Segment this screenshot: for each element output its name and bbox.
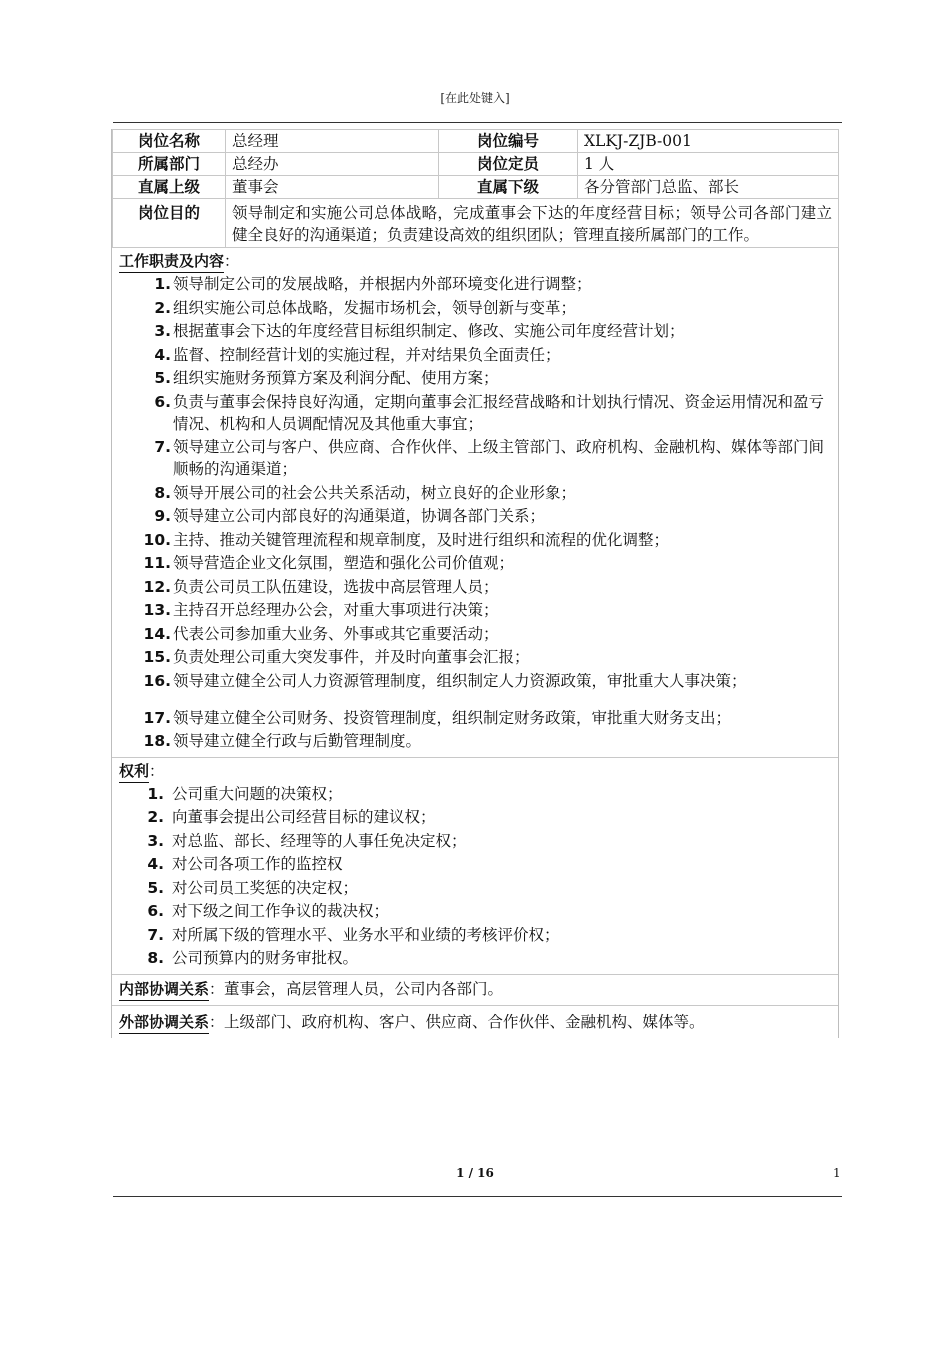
item-number: 3. — [147, 831, 164, 850]
list-item — [119, 599, 834, 621]
item-number: 18. — [143, 732, 171, 750]
duties-section — [112, 248, 838, 758]
internal-colon: ： — [209, 979, 225, 998]
item-text: 负责与董事会保持良好沟通，定期向董事会汇报经营战略和计划执行情况、资金运用情况和盈亏情况、机构和人员调配情况及其他重大事宜； — [173, 392, 825, 433]
item-number: 4. — [147, 855, 164, 873]
list-item — [119, 623, 834, 645]
item-text: 组织实施公司总体战略，发掘市场机会，领导创新与变革； — [173, 298, 577, 317]
subordinate-label: 直属下级 — [439, 176, 578, 199]
list-item — [119, 529, 834, 551]
item-text: 领导制定公司的发展战略，并根据内外部环境变化进行调整； — [173, 275, 592, 293]
subordinate-value: 各分管部门总监、部长 — [578, 176, 839, 199]
headcount-value: 1 人 — [578, 153, 839, 176]
list-item — [119, 482, 834, 504]
item-text: 公司预算内的财务审批权。 — [172, 949, 359, 967]
item-number: 5. — [154, 369, 171, 387]
item-number: 8. — [154, 483, 171, 502]
item-number: 3. — [154, 322, 171, 340]
item-number: 10. — [143, 530, 171, 549]
item-text: 负责公司员工队伍建设，选拔中高层管理人员； — [173, 577, 499, 596]
list-item — [119, 436, 834, 480]
footer-rule — [113, 1196, 842, 1197]
rights-title: 权利 — [119, 760, 149, 783]
item-number: 1. — [147, 784, 164, 803]
rights-colon: ： — [149, 761, 165, 780]
rights-section — [112, 758, 838, 975]
item-text: 对公司员工奖惩的决定权； — [172, 878, 359, 897]
header-rule — [113, 122, 842, 123]
list-item — [119, 877, 834, 899]
item-number: 8. — [147, 949, 164, 967]
header-placeholder: [在此处键入] — [440, 91, 510, 105]
item-text: 领导开展公司的社会公共关系活动，树立良好的企业形象； — [173, 483, 577, 502]
item-text: 负责处理公司重大突发事件，并及时向董事会汇报； — [173, 648, 530, 666]
list-item — [119, 273, 834, 295]
info-row — [113, 153, 839, 176]
internal-text: 董事会，高层管理人员，公司内各部门。 — [224, 979, 504, 998]
item-text: 领导建立健全公司财务、投资管理制度，组织制定财务政策，审批重大财务支出； — [173, 708, 732, 727]
list-item — [119, 830, 834, 852]
item-text: 领导建立健全行政与后勤管理制度。 — [173, 732, 422, 750]
page-number: 1 — [833, 1166, 841, 1180]
item-text: 监督、控制经营计划的实施过程，并对结果负全面责任； — [173, 345, 561, 364]
external-coordination — [112, 1006, 838, 1038]
item-number: 1. — [154, 275, 171, 293]
item-text: 领导建立健全公司人力资源管理制度，组织制定人力资源政策，审批重大人事决策； — [173, 671, 747, 690]
position-code-value: XLKJ-ZJB-001 — [578, 130, 839, 153]
item-text: 根据董事会下达的年度经营目标组织制定、修改、实施公司年度经营计划； — [173, 322, 685, 340]
item-number: 4. — [154, 345, 171, 364]
position-name-value: 总经理 — [226, 130, 439, 153]
item-text: 主持、推动关键管理流程和规章制度，及时进行组织和流程的优化调整； — [173, 530, 670, 549]
list-item — [119, 707, 834, 729]
item-number: 11. — [143, 554, 171, 572]
item-number: 2. — [147, 808, 164, 826]
list-item — [119, 783, 834, 805]
item-text: 领导建立公司与客户、供应商、合作伙伴、上级主管部门、政府机构、金融机构、媒体等部门间顺畅的沟通渠道； — [173, 438, 825, 478]
external-title: 外部协调关系 — [119, 1011, 209, 1034]
item-text: 主持召开总经理办公会，对重大事项进行决策； — [173, 601, 499, 619]
list-item — [119, 391, 834, 435]
item-number: 2. — [154, 298, 171, 317]
list-item — [119, 505, 834, 527]
list-item — [119, 806, 834, 828]
duties-title: 工作职责及内容 — [119, 250, 224, 273]
internal-title: 内部协调关系 — [119, 978, 209, 1001]
department-value: 总经办 — [226, 153, 439, 176]
list-item — [119, 924, 834, 946]
rights-list — [119, 783, 834, 970]
item-number: 6. — [154, 392, 171, 411]
item-number: 12. — [143, 577, 171, 596]
info-row — [113, 130, 839, 153]
list-item — [119, 947, 834, 969]
list-item — [119, 576, 834, 598]
page-indicator: 1 / 16 — [456, 1166, 494, 1180]
list-item — [119, 552, 834, 574]
duties-colon: ： — [224, 252, 240, 270]
item-text: 对所属下级的管理水平、业务水平和业绩的考核评价权； — [172, 925, 560, 944]
item-number: 5. — [147, 878, 164, 897]
item-text: 对公司各项工作的监控权 — [172, 855, 343, 873]
list-item — [119, 853, 834, 875]
list-item — [119, 670, 834, 692]
item-text: 公司重大问题的决策权； — [172, 784, 343, 803]
list-item — [119, 344, 834, 366]
headcount-label: 岗位定员 — [439, 153, 578, 176]
department-label: 所属部门 — [113, 153, 226, 176]
item-number: 7. — [147, 925, 164, 944]
item-text: 领导建立公司内部良好的沟通渠道，协调各部门关系； — [173, 507, 546, 525]
list-item — [119, 297, 834, 319]
purpose-label: 岗位目的 — [113, 199, 226, 248]
item-number: 15. — [143, 648, 171, 666]
item-text: 向董事会提出公司经营目标的建议权； — [172, 808, 436, 826]
item-number: 13. — [143, 601, 171, 619]
position-code-label: 岗位编号 — [439, 130, 578, 153]
purpose-text: 领导制定和实施公司总体战略，完成董事会下达的年度经营目标；领导公司各部门建立健全良好的沟通渠道；负责建设高效的组织团队；管理直接所属部门的工作。 — [226, 199, 839, 248]
duties-list — [119, 273, 834, 752]
list-item — [119, 320, 834, 342]
position-info-table — [112, 129, 839, 248]
item-text: 对总监、部长、经理等的人事任免决定权； — [172, 831, 467, 850]
internal-coordination — [112, 975, 838, 1006]
item-number: 7. — [154, 438, 171, 456]
item-text: 对下级之间工作争议的裁决权； — [172, 902, 390, 920]
item-number: 14. — [143, 624, 171, 643]
list-item — [119, 900, 834, 922]
list-item — [119, 730, 834, 752]
external-colon: ： — [209, 1012, 225, 1031]
item-text: 组织实施财务预算方案及利润分配、使用方案； — [173, 369, 499, 387]
item-number: 17. — [143, 708, 171, 727]
list-item — [119, 646, 834, 668]
superior-value: 董事会 — [226, 176, 439, 199]
superior-label: 直属上级 — [113, 176, 226, 199]
position-name-label: 岗位名称 — [113, 130, 226, 153]
job-description-document — [111, 129, 839, 1038]
item-number: 6. — [147, 902, 164, 920]
external-text: 上级部门、政府机构、客户、供应商、合作伙伴、金融机构、媒体等。 — [224, 1012, 705, 1031]
item-text: 代表公司参加重大业务、外事或其它重要活动； — [173, 624, 499, 643]
info-row — [113, 176, 839, 199]
item-number: 16. — [143, 671, 171, 690]
item-number: 9. — [154, 507, 171, 525]
list-item — [119, 367, 834, 389]
purpose-row — [113, 199, 839, 248]
item-text: 领导营造企业文化氛围，塑造和强化公司价值观； — [173, 554, 515, 572]
